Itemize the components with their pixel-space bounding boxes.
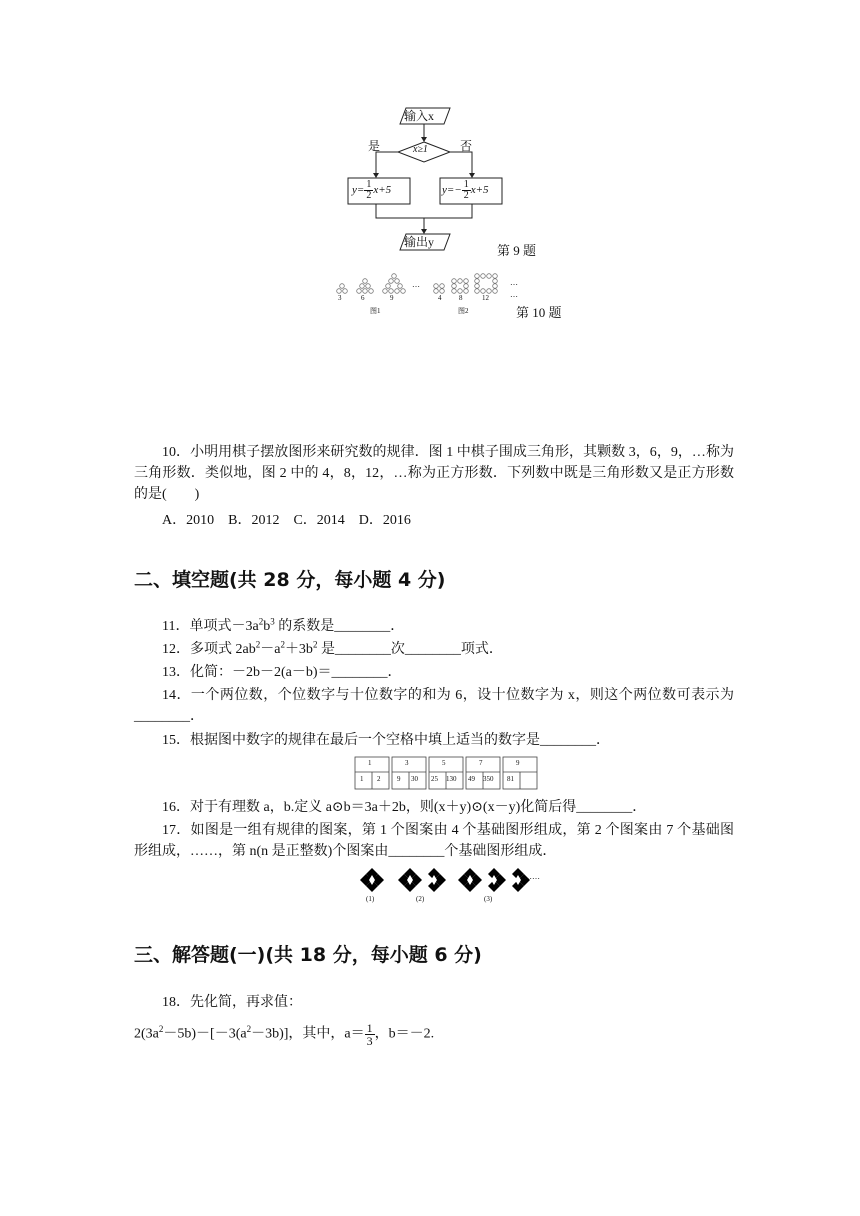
flow-condition-label: x≥1 [413, 144, 428, 155]
table-top-cell: 3 [405, 759, 409, 767]
number-pattern-table [354, 756, 538, 792]
question-14: 14．一个两位数，个位数字与十位数字的和为 6，设十位数字为 x，则这个两位数可表示为________． [134, 688, 734, 724]
figure-10-caption: 第 10 题 [516, 305, 562, 320]
pattern-label: (3) [484, 895, 493, 903]
dots-label: 9 [390, 294, 394, 302]
table-top-cell: 7 [479, 759, 483, 767]
dots-label: 4 [438, 294, 442, 302]
question-10: 10．小明用棋子摆放图形来研究数的规律．图 1 中棋子围成三角形，其颗数 3，6，9，…称为三角形数．类似地，图 2 中的 4，8，12，…称为正方形数．下列数中既是三角形数又是正方形数的是( ) [134, 445, 734, 502]
question-11: 11．单项式$-3a^2b^3$ 的系数是________． [162, 616, 405, 634]
pattern-figure [352, 862, 552, 906]
question-12: 12．多项式 $2ab^2-a^2+3b^2$ 是________次________项式． [162, 639, 503, 657]
table-bottom-cell: 49 [468, 775, 475, 783]
figure-9-caption: 第 9 题 [497, 243, 537, 258]
dots-label: 3 [338, 294, 342, 302]
dots-ellipsis: … [510, 278, 518, 287]
question-10-options: A．2010 B．2012 C．2014 D．2016 [162, 513, 411, 528]
pattern-label: (2) [416, 895, 425, 903]
flow-output-label: 输出y [404, 235, 435, 249]
table-bottom-cell: 350 [483, 775, 494, 783]
dots-ellipsis: … [412, 280, 420, 289]
question-17: 17．如图是一组有规律的图案，第 1 个图案由 4 个基础图形组成，第 2 个图案由 7 个基础图形组成，……，第 n(n 是正整数)个图案由________个基础图形组成． [134, 823, 734, 859]
question-18-stem: 18．先化简，再求值： [162, 995, 302, 1010]
table-bottom-cell: 30 [411, 775, 418, 783]
flow-no-label: 否 [460, 139, 473, 153]
table-bottom-cell: 81 [507, 775, 514, 783]
fig1-name: 图1 [370, 307, 381, 315]
table-bottom-cell: 2 [377, 775, 381, 783]
dots-ellipsis: … [510, 290, 518, 299]
dots-label: 8 [459, 294, 463, 302]
pattern-ellipsis: …… [524, 872, 540, 881]
pattern-label: (1) [366, 895, 375, 903]
flow-yes-label: 是 [368, 139, 381, 153]
section-3-title: 三、解答题(一)(共 18 分，每小题 6 分) [134, 944, 482, 966]
dots-label: 12 [482, 294, 489, 302]
question-15: 15．根据图中数字的规律在最后一个空格中填上适当的数字是________． [162, 733, 610, 748]
question-18-expression: $2(3a^2-5b)-[-3(a^2-3b)]$，其中，a＝ $\frac{1}{3}$ ，b＝－2. [134, 1021, 435, 1048]
table-top-cell: 1 [368, 759, 372, 767]
fig2-name: 图2 [458, 307, 469, 315]
flow-right-formula: y=− $\frac{1}{2}$ x+5 [442, 179, 489, 201]
section-2-title: 二、填空题(共 28 分，每小题 4 分) [134, 569, 446, 591]
question-16: 16．对于有理数 a，b.定义 a⊙b＝3a＋2b，则(x＋y)⊙(x－y)化简后得________． [162, 800, 647, 815]
question-13: 13．化简：－2b－2(a－b)＝________． [162, 665, 402, 680]
flow-input-label: 输入x [404, 109, 435, 123]
table-bottom-cell: 9 [397, 775, 401, 783]
dots-label: 6 [361, 294, 365, 302]
dots-figure [332, 268, 522, 318]
table-bottom-cell: 130 [446, 775, 457, 783]
table-top-cell: 9 [516, 759, 520, 767]
table-bottom-cell: 25 [431, 775, 438, 783]
table-bottom-cell: 1 [360, 775, 364, 783]
flow-left-formula: y= $\frac{1}{2}$ x+5 [352, 179, 392, 201]
table-top-cell: 5 [442, 759, 446, 767]
